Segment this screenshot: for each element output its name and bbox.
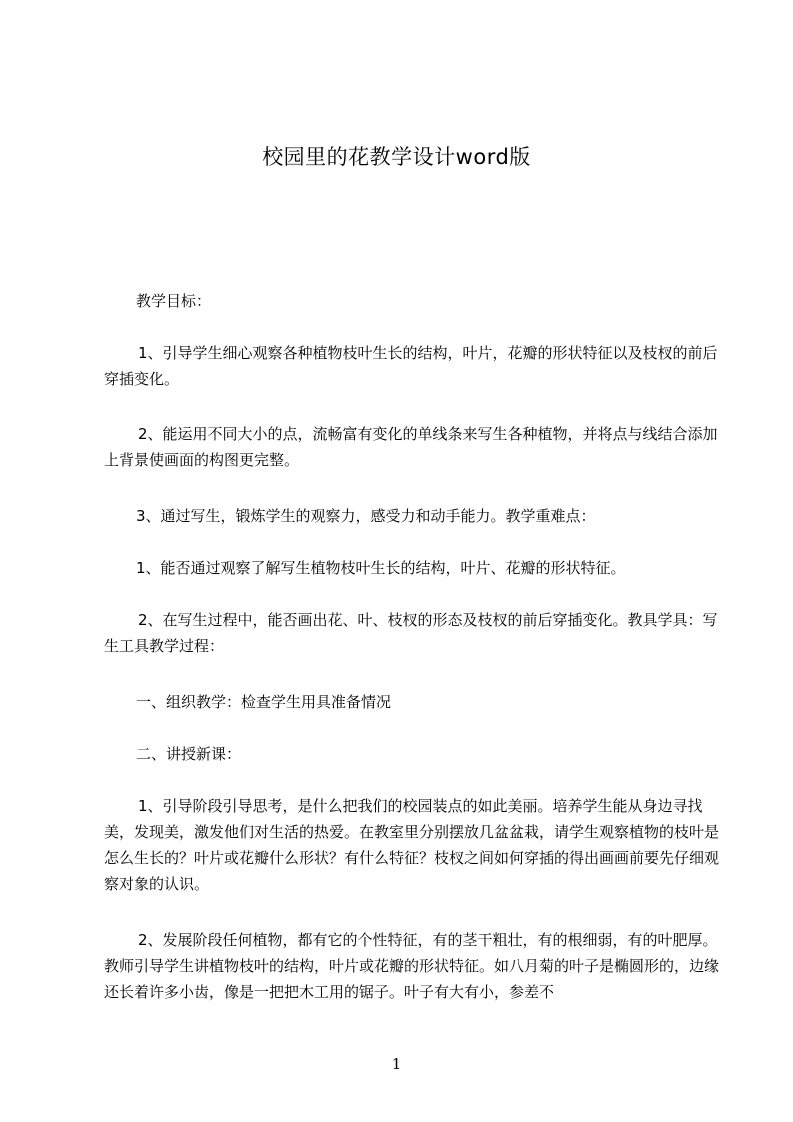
paragraph-section-organize: 一、组织教学：检查学生用具准备情况: [136, 693, 392, 711]
paragraph-key-point-1: 1、能否通过观察了解写生植物枝叶生长的结构，叶片、花瓣的形状特征。: [136, 559, 626, 577]
paragraph-develop-stage: 2、发展阶段任何植物，都有它的个性特征，有的茎干粗壮，有的根细弱，有的叶肥厚。教师引导学生讲植物枝叶的结构，叶片或花瓣的形状特征。如八月菊的叶子是椭圆形的，边缘还长着许多小齿，像是一把把木工用的锯子。叶子有大有小，参差不: [104, 931, 720, 1001]
page-number: 1: [391, 1055, 402, 1073]
paragraph-teaching-goals-heading: 教学目标：: [136, 292, 212, 310]
paragraph-goal-1: 1、引导学生细心观察各种植物枝叶生长的结构，叶片，花瓣的形状特征以及枝杈的前后穿插变化。: [104, 344, 718, 388]
paragraph-goal-2: 2、能运用不同大小的点，流畅富有变化的单线条来写生各种植物，并将点与线结合添加上背景使画面的构图更完整。: [104, 425, 718, 469]
paragraph-goal-3: 3、通过写生，锻炼学生的观察力，感受力和动手能力。教学重难点：: [136, 507, 596, 525]
paragraph-section-new-lesson: 二、讲授新课：: [136, 745, 242, 763]
page-title: 校园里的花教学设计word版: [262, 145, 531, 169]
paragraph-guide-stage: 1、引导阶段引导思考，是什么把我们的校园装点的如此美丽。培养学生能从身边寻找美，发现美，激发他们对生活的热爱。在教室里分别摆放几盆盆栽，请学生观察植物的枝叶是怎么生长的？叶片或花瓣什么形状？有什么特征？枝杈之间如何穿插的得出画画前要先仔细观察对象的认识。: [104, 797, 720, 893]
paragraph-key-point-2: 2、在写生过程中，能否画出花、叶、枝杈的形态及枝杈的前后穿插变化。教具学具：写生工具教学过程：: [104, 611, 718, 655]
